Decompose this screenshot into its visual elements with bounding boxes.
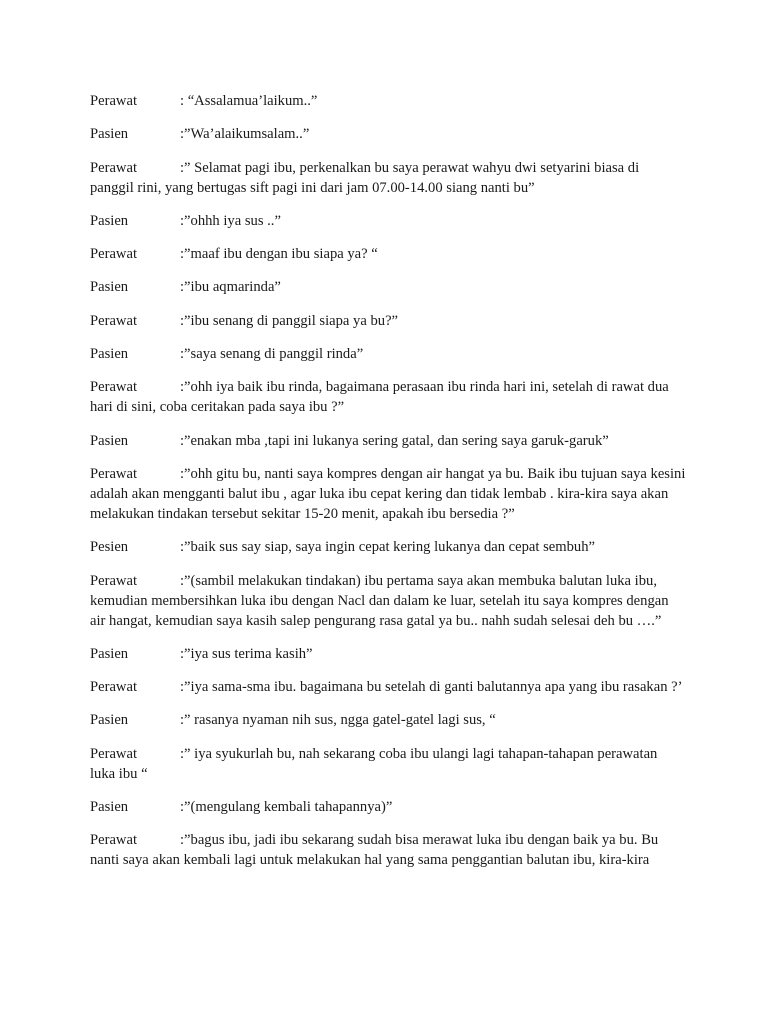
- speaker-label: Pasien: [90, 212, 129, 229]
- speaker-label: Pasien: [90, 712, 129, 729]
- dialogue-line: [90, 710, 686, 730]
- dialogue-line: [90, 431, 686, 451]
- speaker-label: Pasien: [90, 432, 129, 449]
- speaker-label: Perawat: [90, 465, 138, 482]
- utterance-text: :”ohhh iya sus ..”: [180, 212, 281, 229]
- speaker-label: Perawat: [90, 312, 138, 329]
- utterance-text: :”iya sama-sma ibu. bagaimana bu setelah di ganti balutannya apa yang ibu rasakan ?’: [180, 679, 683, 696]
- speaker-label: Pasien: [90, 346, 129, 363]
- speaker-label: Perawat: [90, 379, 138, 396]
- dialogue-line: [90, 344, 686, 364]
- utterance-text: :”enakan mba ,tapi ini lukanya sering gatal, dan sering saya garuk-garuk”: [180, 432, 609, 449]
- dialogue-line: [90, 677, 686, 697]
- speaker-label: Pasien: [90, 126, 129, 143]
- utterance-text: :”ohh gitu bu, nanti saya kompres dengan air hangat ya bu. Baik ibu tujuan saya kesini adalah akan mengganti balut ibu , agar luka ibu cepat kering dan tidak lembab . kira-kira saya akan melakukan tindakan tersebut sekitar 15-20 menit, apakah ibu bersedia ?”: [90, 465, 686, 522]
- utterance-text: :”ibu aqmarinda”: [180, 279, 281, 296]
- speaker-label: Pasien: [90, 799, 129, 816]
- utterance-text: :”ibu senang di panggil siapa ya bu?”: [180, 312, 399, 329]
- speaker-label: Perawat: [90, 745, 138, 762]
- dialogue-line: [90, 158, 686, 198]
- dialogue-line: [90, 311, 686, 331]
- dialogue-transcript: [90, 91, 686, 884]
- utterance-text: : “Assalamua’laikum..”: [180, 93, 318, 109]
- utterance-text: :”baik sus say siap, saya ingin cepat kering lukanya dan cepat sembuh”: [180, 539, 595, 556]
- dialogue-line: [90, 537, 686, 557]
- utterance-text: :”iya sus terima kasih”: [180, 645, 313, 662]
- dialogue-line: [90, 571, 686, 631]
- utterance-text: :” iya syukurlah bu, nah sekarang coba ibu ulangi lagi tahapan-tahapan perawatan luka ibu “: [90, 745, 658, 782]
- utterance-text: :”bagus ibu, jadi ibu sekarang sudah bisa merawat luka ibu dengan baik ya bu. Bu nanti saya akan kembali lagi untuk melakukan hal yang sama penggantian balutan ibu, kira-kira: [90, 832, 659, 869]
- utterance-text: :” rasanya nyaman nih sus, ngga gatel-gatel lagi sus, “: [180, 712, 496, 729]
- speaker-label: Perawat: [90, 159, 138, 176]
- dialogue-line: [90, 744, 686, 784]
- utterance-text: :”Wa’alaikumsalam..”: [180, 126, 310, 143]
- dialogue-line: [90, 830, 686, 870]
- dialogue-line: [90, 211, 686, 231]
- speaker-label: Pasien: [90, 279, 129, 296]
- speaker-label: Perawat: [90, 93, 138, 109]
- dialogue-line: [90, 464, 686, 524]
- dialogue-line: [90, 797, 686, 817]
- dialogue-line: [90, 277, 686, 297]
- dialogue-line: [90, 244, 686, 264]
- utterance-text: :”saya senang di panggil rinda”: [180, 346, 364, 363]
- speaker-label: Perawat: [90, 246, 138, 263]
- speaker-label: Pesien: [90, 539, 129, 556]
- utterance-text: :” Selamat pagi ibu, perkenalkan bu saya perawat wahyu dwi setyarini biasa di panggil rini, yang bertugas sift pagi ini dari jam 07.00-14.00 siang nanti bu”: [90, 159, 640, 196]
- speaker-label: Perawat: [90, 572, 138, 589]
- dialogue-line: [90, 644, 686, 664]
- dialogue-line: [90, 124, 686, 144]
- dialogue-line: [90, 91, 686, 111]
- speaker-label: Perawat: [90, 679, 138, 696]
- utterance-text: :”(mengulang kembali tahapannya)”: [180, 799, 393, 816]
- speaker-label: Perawat: [90, 832, 138, 849]
- utterance-text: :”ohh iya baik ibu rinda, bagaimana perasaan ibu rinda hari ini, setelah di rawat dua hari di sini, coba ceritakan pada saya ibu ?”: [90, 379, 669, 416]
- speaker-label: Pasien: [90, 645, 129, 662]
- utterance-text: :”maaf ibu dengan ibu siapa ya? “: [180, 246, 378, 263]
- dialogue-line: [90, 377, 686, 417]
- utterance-text: :”(sambil melakukan tindakan) ibu pertama saya akan membuka balutan luka ibu, kemudian membersihkan luka ibu dengan Nacl dan dalam ke luar, setelah itu saya kompres dengan air hangat, kemudian saya kasih salep pengurang rasa gatal ya bu.. nahh sudah selesai deh bu ….”: [90, 572, 669, 629]
